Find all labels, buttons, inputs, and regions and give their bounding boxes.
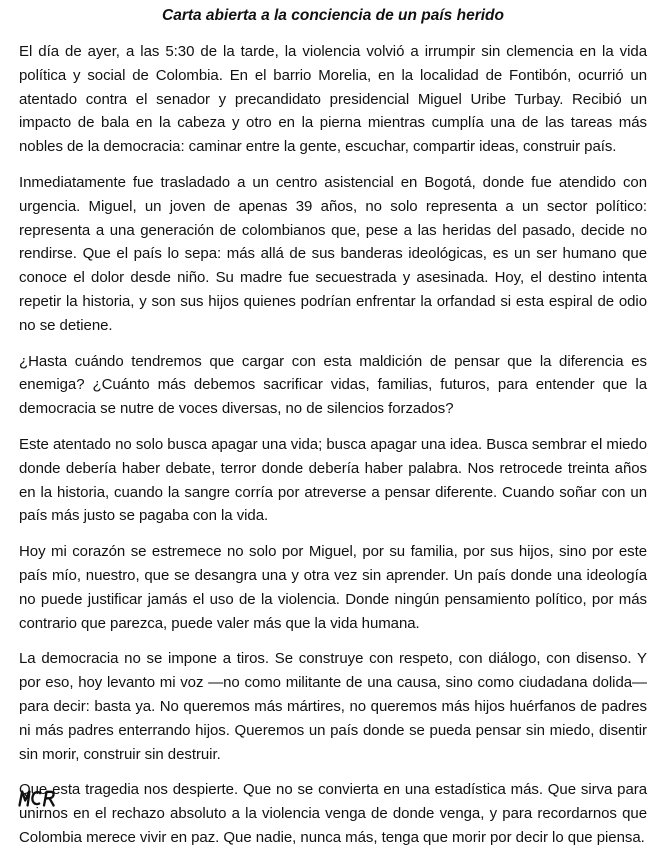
- paragraph-2: Inmediatamente fue trasladado a un centro asistencial en Bogotá, donde fue atendido con urgencia. Miguel, un joven de apenas 39 años, no solo representa a un sector político: representa a una generación de colombianos que, pese a las heridas del pasado, decide no rendirse. Que el país lo sepa: más allá de sus banderas ideológicas, es un ser humano que conoce el dolor desde niño. Su madre fue secuestrada y asesinada. Hoy, el destino intenta repetir la historia, y son sus hijos quienes podrían enfrentar la orfandad si esta espiral de odio no se detiene.: [19, 173, 647, 334]
- paragraph-3: ¿Hasta cuándo tendremos que cargar con esta maldición de pensar que la diferencia es enemiga? ¿Cuánto más debemos sacrificar vidas, familias, futuros, para entender que la democracia se nutre de voces diversas, no de silencios forzados?: [19, 352, 647, 418]
- paragraph-5: Hoy mi corazón se estremece no solo por Miguel, por su familia, por sus hijos, sino por este país mío, nuestro, que se desangra una y otra vez sin aprender. Un país donde una ideología no puede justificar jamás el uso de la violencia. Donde ningún pensamiento político, por más contrario que parezca, puede valer más que la vida humana.: [19, 543, 647, 632]
- signature: [18, 787, 58, 809]
- letter-title: Carta abierta a la conciencia de un país herido: [162, 7, 504, 24]
- paragraph-6: La democracia no se impone a tiros. Se construye con respeto, con diálogo, con disenso. Y por eso, hoy levanto mi voz —no como militante de una causa, sino como ciudadana dolida— para decir: basta ya. No queremos más mártires, no queremos más hijos huérfanos de padres ni más padres enterrando hijos. Queremos un país donde se pueda pensar sin miedo, disentir sin morir, construir sin destruir.: [19, 650, 647, 763]
- paragraph-1: El día de ayer, a las 5:30 de la tarde, la violencia volvió a irrumpir sin clemencia en la vida política y social de Colombia. En el barrio Morelia, en la localidad de Fontibón, ocurrió un atentado contra el senador y precandidato presidencial Miguel Uribe Turbay. Recibió un impacto de bala en la cabeza y otro en la pierna mientras cumplía una de las tareas más nobles de la democracia: caminar entre la gente, escuchar, compartir ideas, construir país.: [19, 43, 647, 156]
- paragraph-7: Que esta tragedia nos despierte. Que no se convierta en una estadística más. Que sirva para unirnos en el rechazo absoluto a la violencia venga de donde venga, y para recordarnos que Colombia merece vivir en paz. Que nadie, nunca más, tenga que morir por decir lo que piensa.: [19, 781, 647, 846]
- paragraph-4: Este atentado no solo busca apagar una vida; busca apagar una idea. Busca sembrar el miedo donde debería haber debate, terror donde debería haber palabra. Nos retrocede treinta años en la historia, cuando la sangre corría por atreverse a pensar diferente. Cuando soñar con un país más justo se pagaba con la vida.: [19, 435, 647, 525]
